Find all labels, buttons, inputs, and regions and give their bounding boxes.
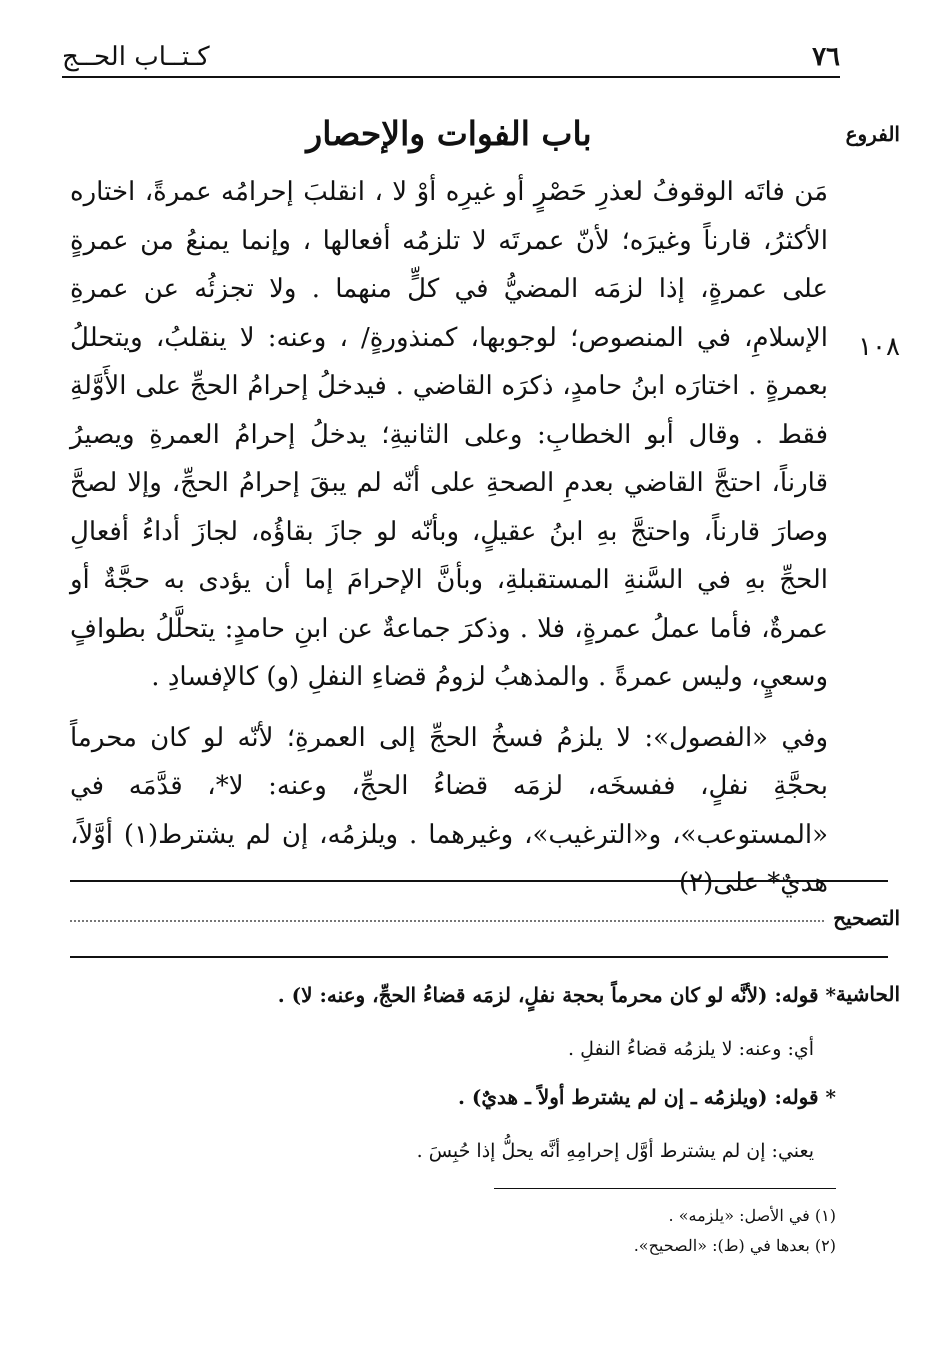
footnote: (١) في الأصل: «يلزمه» .	[668, 1206, 836, 1225]
section-divider	[70, 880, 888, 882]
footnote: (٢) بعدها في (ط): «الصحيح».	[633, 1236, 836, 1255]
side-label-gloss: الحاشية	[835, 982, 900, 1006]
gloss-divider	[70, 956, 888, 958]
paragraph: وفي «الفصول»: لا يلزمُ فسخُ الحجِّ إلى العمرةِ؛ لأنّه لو كان محرماً بحجَّةِ نفلٍ، ففسخَه، لزمَه قضاءُ الحجِّ، وعنه: لا*، قدَّمَه في «المستوعب»، و«الترغيب»، وغيرهما . ويلزمُه، إن لم يشترط(١) أوَّلاً، هديٌ* على(٢)	[70, 722, 828, 898]
paragraph: مَن فاتَه الوقوفُ لعذرِ حَصْرٍ أو غيرِه أوْ لا ، انقلبَ إحرامُه عمرةً، اختاره الأكثرُ، قارناً وغيرَه؛ لأنّ عمرتَه لا تلزمُه أفعالها ، وإنما يمنعُ من عمرةٍ على عمرةٍ، إذا لزمَه المضيُّ في كلٍّ منهما . ولا تجزئُه عن عمرةِ الإسلامِ، في المنصوص؛ لوجوبها، كمنذورةٍ/ ، وعنه: لا ينقلبُ، ويتحللُ بعمرةٍ . اختارَه ابنُ حامدٍ، ذكرَه القاضي . فيدخلُ إحرامُ الحجِّ على الأَوَّلةِ فقط . وقال أبو الخطابِ: وعلى الثانيةِ؛ يدخلُ إحرامُ العمرةِ ويصيرُ قارناً، احتجَّ القاضي بعدمِ الصحةِ على أنّه لم يبقَ إحرامُ الحجِّ، وإلا لصحَّ وصارَ قارناً، واحتجَّ بهِ ابنُ عقيلٍ، وبأنّه لو جازَ بقاؤُه، لجازَ أداءُ أفعالِ الحجِّ بهِ في السَّنةِ المستقبلةِ، وبأنَّ الإحرامَ إما أن يؤدى به حجَّةٌ أو عمرةٌ، فأما عملُ عمرةٍ، فلا . وذكرَ جماعةٌ عن ابنِ حامدٍ: يتحلَّلُ بطوافٍ وسعيٍ، وليس عمرةً . والمذهبُ لزومُ قضاءِ النفلِ (و) كالإفسادِ .	[70, 177, 828, 692]
chapter-title: باب الفوات والإحصار	[306, 114, 592, 153]
main-text	[70, 168, 828, 908]
gloss-comment: أي: وعنه: لا يلزمُه قضاءُ النفلِ .	[567, 1038, 814, 1060]
header-rule	[62, 76, 840, 78]
correction-dotted-line	[70, 920, 824, 922]
gloss-quote: * قوله: (ويلزمُه ـ إن لم يشترط أولاً ـ هديٌ) .	[457, 1085, 836, 1109]
gloss-quote: * قوله: (لأنَّه لو كان محرماً بحجة نفلٍ، لزمَه قضاءُ الحجِّ، وعنه: لا) .	[277, 983, 836, 1007]
running-header-title: كـتــاب الحــج	[62, 42, 210, 72]
side-label-branches: الفروع	[845, 122, 900, 146]
page-number: ٧٦	[812, 42, 840, 72]
side-label-correction: التصحيح	[833, 906, 900, 930]
footnote-rule	[494, 1188, 836, 1189]
gloss-comment: يعني: إن لم يشترط أوَّل إحرامِهِ أنَّه يحلُّ إذا حُبِسَ .	[416, 1140, 814, 1162]
margin-page-reference: ١٠٨	[858, 332, 900, 362]
